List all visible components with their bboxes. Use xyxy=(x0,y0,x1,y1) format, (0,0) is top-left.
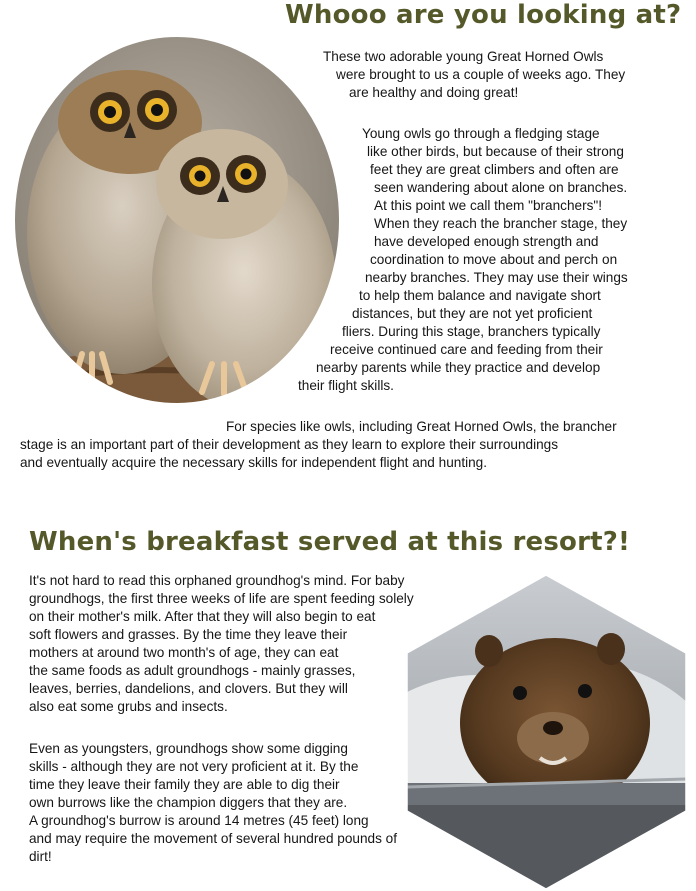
text-line: on their mother's milk. After that they will also begin to eat xyxy=(29,609,376,624)
text-line: and may require the movement of several hundred pounds of xyxy=(29,831,398,846)
text-line: skills - although they are not very proficient at it. By the xyxy=(29,759,359,774)
text-line: A groundhog's burrow is around 14 metres (45 feet) long xyxy=(29,813,369,828)
text-line: soft flowers and grasses. By the time they leave their xyxy=(29,627,348,642)
text-line: nearby branches. They may use their wings xyxy=(365,270,628,285)
text-line: For species like owls, including Great Horned Owls, the brancher xyxy=(226,419,617,434)
text-line: distances, but they are not yet proficient xyxy=(352,306,593,321)
text-line: It's not hard to read this orphaned groundhog's mind. For baby xyxy=(29,573,405,588)
text-line: have developed enough strength and xyxy=(374,234,599,249)
section-title-owls: Whooo are you looking at? xyxy=(285,0,682,30)
text-line: are healthy and doing great! xyxy=(349,85,519,100)
text-line: mothers at around two month's of age, they can eat xyxy=(29,645,339,660)
owl-photo xyxy=(12,34,342,406)
text-line: receive continued care and feeding from their xyxy=(330,342,603,357)
text-line: nearby parents while they practice and develop xyxy=(316,360,601,375)
text-line: Even as youngsters, groundhogs show some digging xyxy=(29,741,348,756)
text-line: fliers. During this stage, branchers typically xyxy=(342,324,601,339)
text-line: also eat some grubs and insects. xyxy=(29,699,228,714)
text-line: to help them balance and navigate short xyxy=(359,288,601,303)
text-line: dirt! xyxy=(29,849,52,864)
section-title-groundhog: When's breakfast served at this resort?! xyxy=(29,527,631,557)
text-line: like other birds, but because of their strong xyxy=(367,144,624,159)
groundhog-photo xyxy=(405,573,688,891)
text-line: stage is an important part of their development as they learn to explore their surroundings xyxy=(20,437,559,452)
text-line: When they reach the brancher stage, they xyxy=(374,216,628,231)
text-line: their flight skills. xyxy=(298,378,394,393)
text-line: own burrows like the champion diggers that they are. xyxy=(29,795,348,810)
text-line: were brought to us a couple of weeks ago. They xyxy=(336,67,626,82)
text-line: These two adorable young Great Horned Owls xyxy=(323,49,604,64)
text-line: and eventually acquire the necessary skills for independent flight and hunting. xyxy=(20,455,488,470)
text-line: Young owls go through a fledging stage xyxy=(362,126,600,141)
text-line: coordination to move about and perch on xyxy=(370,252,618,267)
text-line: groundhogs, the first three weeks of life are spent feeding solely xyxy=(29,591,414,606)
text-line: feet they are great climbers and often are xyxy=(370,162,619,177)
text-line: At this point we call them "branchers"! xyxy=(374,198,603,213)
text-line: seen wandering about alone on branches. xyxy=(374,180,628,195)
text-line: leaves, berries, dandelions, and clovers. But they will xyxy=(29,681,348,696)
text-line: the same foods as adult groundhogs - mainly grasses, xyxy=(29,663,356,678)
text-line: time they leave their family they are able to dig their xyxy=(29,777,340,792)
